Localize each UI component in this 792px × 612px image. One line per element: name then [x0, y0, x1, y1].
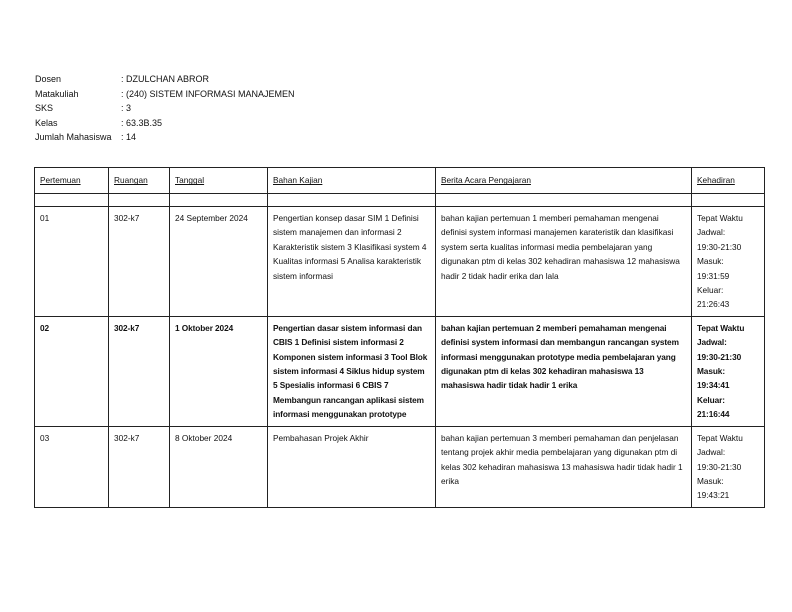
info-row-jumlah-mahasiswa	[35, 130, 295, 145]
cell-bahan-kajian: Pengertian konsep dasar SIM 1 Definisi sistem manajemen dan informasi 2 Karakteristik sistem 3 Klasifikasi system 4 Kualitas informasi 5 Analisa karakteristik sistem informasi	[268, 207, 436, 317]
column-header-bahan-kajian: Bahan Kajian	[268, 168, 436, 194]
cell-pertemuan: 01	[35, 207, 109, 317]
column-header-kehadiran: Kehadiran	[692, 168, 765, 194]
kehadiran-keluar-value: 21:16:44	[697, 409, 730, 420]
column-header-berita-acara: Berita Acara Pengajaran	[436, 168, 692, 194]
info-label: Jumlah Mahasiswa	[35, 132, 112, 142]
cell-kehadiran	[692, 316, 765, 426]
kehadiran-jadwal-value: 19:30-21:30	[697, 461, 742, 472]
table-row	[35, 207, 765, 317]
kehadiran-status: Tepat Waktu	[697, 322, 745, 333]
kehadiran-masuk-label: Masuk:	[697, 475, 724, 486]
cell-berita-acara: bahan kajian pertemuan 2 memberi pemahaman mengenai definisi system informasi dan membangun rancangan system informasi menggunakan prototype media pembelajaran yang digunakan ptm di kelas 302 kehadiran mahasiswa 13 mahasiswa hadir tidak hadir 1 erika	[436, 316, 692, 426]
column-header-pertemuan: Pertemuan	[35, 168, 109, 194]
info-value: : 14	[121, 132, 137, 142]
info-value: : DZULCHAN ABROR	[121, 74, 210, 84]
kehadiran-keluar-label: Keluar:	[697, 285, 724, 296]
info-value: : 63.3B.35	[121, 117, 163, 128]
kehadiran-status: Tepat Waktu	[697, 432, 743, 443]
kehadiran-jadwal-label: Jadwal:	[697, 337, 727, 348]
cell-ruangan: 302-k7	[109, 316, 170, 426]
info-row-matakuliah	[35, 87, 295, 102]
kehadiran-masuk-value: 19:43:21	[697, 490, 730, 501]
cell-tanggal: 1 Oktober 2024	[170, 316, 268, 426]
info-row-dosen	[35, 72, 295, 87]
cell-bahan-kajian: Pengertian dasar sistem informasi dan CBIS 1 Definisi sistem informasi 2 Komponen sistem informasi 3 Tool Blok sistem informasi 4 Siklus hidup system 5 Spesialis informasi 6 CBIS 7 Membangun rancangan aplikasi sistem informasi menggunakan prototype	[268, 316, 436, 426]
cell-tanggal: 8 Oktober 2024	[170, 426, 268, 507]
table-row	[35, 316, 765, 426]
attendance-table	[34, 167, 765, 508]
table-header-row	[35, 168, 765, 194]
kehadiran-jadwal-value: 19:30-21:30	[697, 351, 742, 362]
info-value: : (240) SISTEM INFORMASI MANAJEMEN	[121, 88, 295, 99]
cell-kehadiran	[692, 207, 765, 317]
kehadiran-jadwal-label: Jadwal:	[697, 227, 726, 238]
cell-ruangan: 302-k7	[109, 207, 170, 317]
kehadiran-masuk-value: 19:34:41	[697, 380, 730, 391]
kehadiran-keluar-label: Keluar:	[697, 394, 725, 405]
info-value: : 3	[121, 103, 132, 113]
cell-bahan-kajian: Pembahasan Projek Akhir	[268, 426, 436, 507]
info-label: Dosen	[35, 74, 62, 84]
column-header-ruangan: Ruangan	[109, 168, 170, 194]
info-row-kelas	[35, 116, 295, 131]
kehadiran-masuk-label: Masuk:	[697, 366, 725, 377]
cell-tanggal: 24 September 2024	[170, 207, 268, 317]
cell-berita-acara: bahan kajian pertemuan 1 memberi pemahaman mengenai definisi system informasi manajemen karateristik dan klasifikasi system serta kualitas informasi media pembelajaran yang digunakan ptm di kelas 302 kehadiran mahasiswa 12 mahasiswa hadir 2 tidak hadir erika dan lala	[436, 207, 692, 317]
info-row-sks	[35, 101, 295, 116]
kehadiran-jadwal-label: Jadwal:	[697, 447, 726, 458]
cell-ruangan: 302-k7	[109, 426, 170, 507]
kehadiran-jadwal-value: 19:30-21:30	[697, 241, 742, 252]
cell-pertemuan: 02	[35, 316, 109, 426]
cell-pertemuan: 03	[35, 426, 109, 507]
info-label: Kelas	[35, 117, 58, 128]
kehadiran-masuk-label: Masuk:	[697, 256, 724, 267]
table-row	[35, 426, 765, 507]
table-spacer-row	[35, 194, 765, 207]
info-label: SKS	[35, 103, 54, 113]
course-info	[35, 72, 295, 145]
cell-berita-acara: bahan kajian pertemuan 3 memberi pemahaman dan penjelasan tentang projek akhir media pembelajaran yang digunakan ptm di kelas 302 kehadiran mahasiswa 13 mahasiswa hadir tidak hadir 1 erika	[436, 426, 692, 507]
column-header-tanggal: Tanggal	[170, 168, 268, 194]
kehadiran-masuk-value: 19:31:59	[697, 270, 730, 281]
kehadiran-status: Tepat Waktu	[697, 213, 743, 223]
kehadiran-keluar-value: 21:26:43	[697, 299, 730, 310]
cell-kehadiran	[692, 426, 765, 507]
info-label: Matakuliah	[35, 88, 79, 99]
